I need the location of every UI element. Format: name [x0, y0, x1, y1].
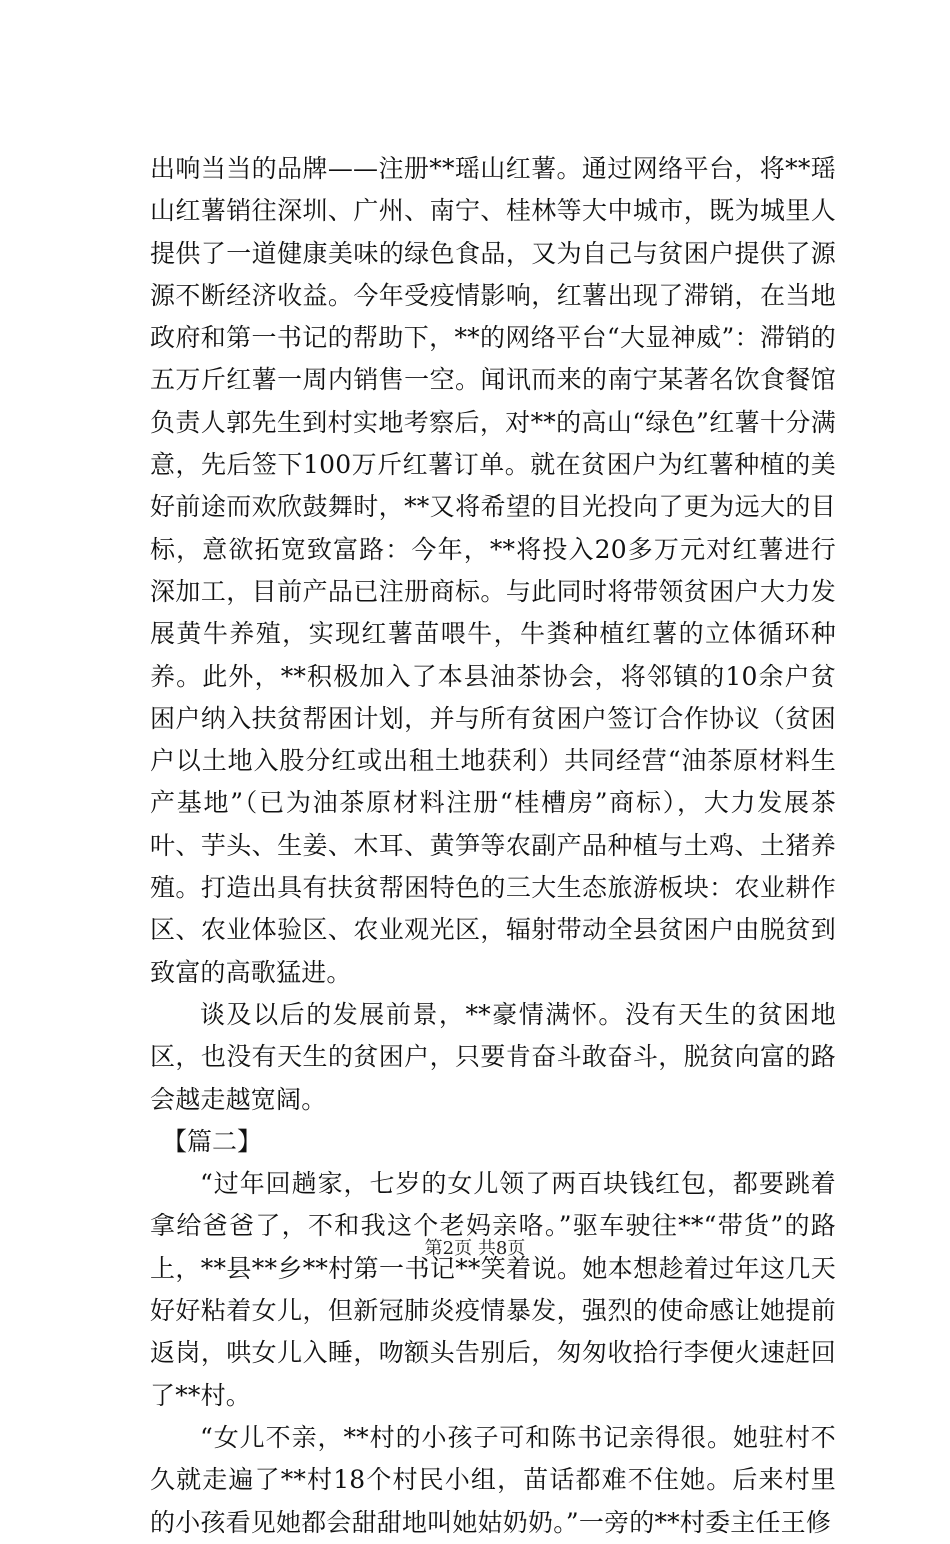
paragraph-4: “女儿不亲，**村的小孩子可和陈书记亲得很。她驻村不久就走遍了**村18个村民小组，苗话都难不住她。后来村里的小孩看见她都会甜甜地叫她姑奶奶。”一旁的**村委主任王修 — [150, 1422, 836, 1537]
paragraph-2: 谈及以后的发展前景，**豪情满怀。没有天生的贫困地区，也没有天生的贫困户，只要肯奋斗敢奋斗，脱贫向富的路会越走越宽阔。 — [150, 999, 836, 1114]
document-body — [150, 148, 836, 1544]
paragraph-1: 出响当当的品牌——注册**瑶山红薯。通过网络平台，将**瑶山红薯销往深圳、广州、南宁、桂林等大中城市，既为城里人提供了一道健康美味的绿色食品，又为自己与贫困户提供了源源不断经济收益。今年受疫情影响，红薯出现了滞销，在当地政府和第一书记的帮助下，**的网络平台“大显神威”：滞销的五万斤红薯一周内销售一空。闻讯而来的南宁某著名饮食餐馆负责人郭先生到村实地考察后，对**的高山“绿色”红薯十分满意，先后签下100万斤红薯订单。就在贫困户为红薯种植的美好前途而欢欣鼓舞时，**又将希望的目光投向了更为远大的目标，意欲拓宽致富路：今年，**将投入20多万元对红薯进行深加工，目前产品已注册商标。与此同时将带领贫困户大力发展黄牛养殖，实现红薯苗喂牛，牛粪种植红薯的立体循环种养。此外，**积极加入了本县油茶协会，将邻镇的10余户贫困户纳入扶贫帮困计划，并与所有贫困户签订合作协议（贫困户以土地入股分红或出租土地获利）共同经营“油茶原材料生产基地”（已为油茶原材料注册“桂槽房”商标），大力发展茶叶、芋头、生姜、木耳、黄笋等农副产品种植与土鸡、土猪养殖。打造出具有扶贫帮困特色的三大生态旅游板块：农业耕作区、农业体验区、农业观光区，辐射带动全县贫困户由脱贫到致富的高歌猛进。 — [150, 154, 836, 987]
paragraph-3: “过年回趟家，七岁的女儿领了两百块钱红包，都要跳着拿给爸爸了，不和我这个老妈亲咯。”驱车驶往**“带货”的路上，**县**乡**村第一书记**笑着说。她本想趁着过年这几天好好粘着女儿，但新冠肺炎疫情暴发，强烈的使命感让她提前返岗，哄女儿入睡，吻额头告别后，匆匆收拾行李便火速赶回了**村。 — [150, 1169, 836, 1410]
section-heading: 【篇二】 — [162, 1126, 263, 1156]
page-number-footer: 第2页 共8页 — [424, 1238, 526, 1259]
